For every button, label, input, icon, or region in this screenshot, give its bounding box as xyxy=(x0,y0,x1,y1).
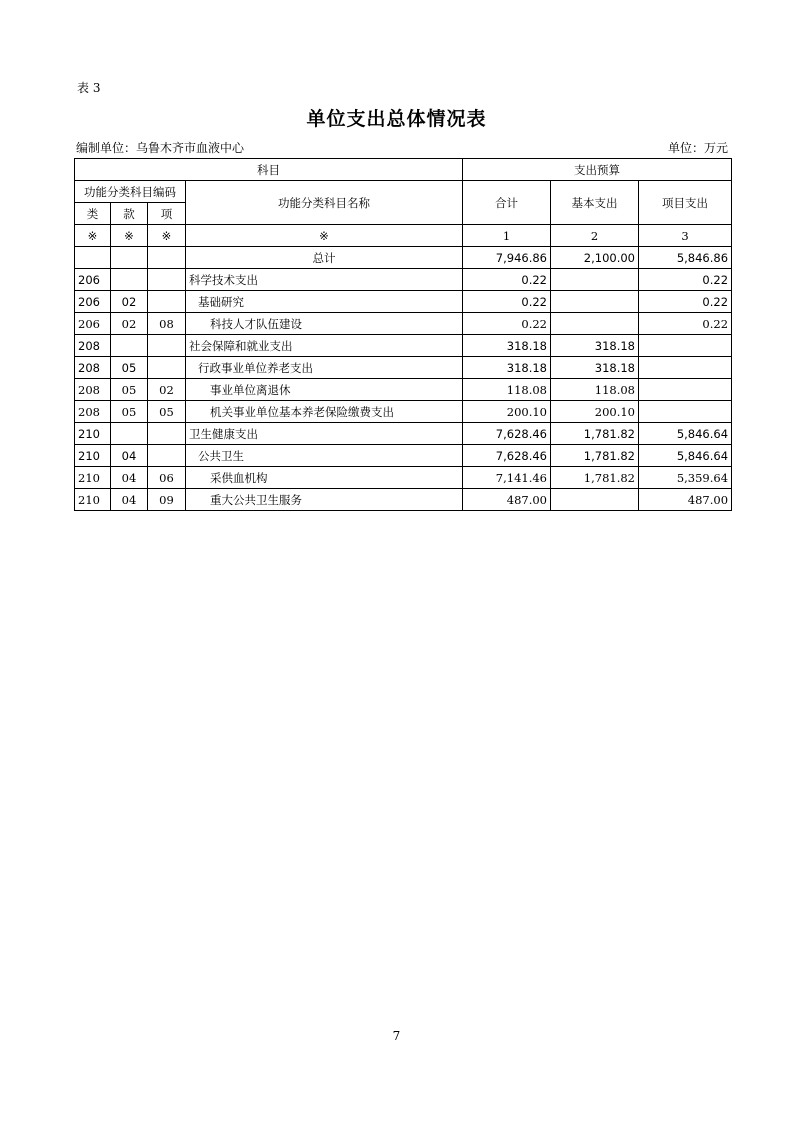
cell-name: 机关事业单位基本养老保险缴费支出 xyxy=(186,401,463,423)
cell-total: 487.00 xyxy=(463,489,551,511)
cell-xiang xyxy=(148,445,186,467)
cell-name: 基础研究 xyxy=(186,291,463,313)
header-basic: 基本支出 xyxy=(551,181,639,225)
cell-name: 科学技术支出 xyxy=(186,269,463,291)
cell-total: 7,628.46 xyxy=(463,423,551,445)
cell-lei: 210 xyxy=(75,423,111,445)
table-label: 表 3 xyxy=(77,81,101,95)
cell-kuan: 04 xyxy=(111,489,148,511)
table-row xyxy=(75,379,732,401)
cell-total: 0.22 xyxy=(463,313,551,335)
cell-lei: 206 xyxy=(75,313,111,335)
cell-xiang xyxy=(148,423,186,445)
total-xiang xyxy=(148,247,186,269)
cell-xiang: 08 xyxy=(148,313,186,335)
cell-kuan xyxy=(111,423,148,445)
total-project: 5,846.86 xyxy=(639,247,732,269)
table-row xyxy=(75,489,732,511)
header-row-2 xyxy=(75,181,732,203)
cell-basic xyxy=(551,489,639,511)
header-total: 合计 xyxy=(463,181,551,225)
cell-kuan: 02 xyxy=(111,313,148,335)
cell-lei: 206 xyxy=(75,291,111,313)
cell-name: 科技人才队伍建设 xyxy=(186,313,463,335)
cell-total: 7,141.46 xyxy=(463,467,551,489)
cell-kuan: 05 xyxy=(111,401,148,423)
cell-xiang: 05 xyxy=(148,401,186,423)
organization-label: 编制单位：乌鲁木齐市血液中心 xyxy=(76,141,245,155)
cell-total: 7,628.46 xyxy=(463,445,551,467)
header-row-4 xyxy=(75,225,732,247)
header-row-1 xyxy=(75,159,732,181)
total-row xyxy=(75,247,732,269)
cell-basic xyxy=(551,291,639,313)
cell-kuan xyxy=(111,269,148,291)
mark-name: ※ xyxy=(186,225,463,247)
cell-project: 487.00 xyxy=(639,489,732,511)
expenditure-table xyxy=(74,158,732,511)
header-xiang: 项 xyxy=(148,203,186,225)
cell-total: 0.22 xyxy=(463,269,551,291)
cell-lei: 208 xyxy=(75,357,111,379)
total-lei xyxy=(75,247,111,269)
cell-name: 采供血机构 xyxy=(186,467,463,489)
mark-kuan: ※ xyxy=(111,225,148,247)
cell-xiang: 02 xyxy=(148,379,186,401)
cell-name: 卫生健康支出 xyxy=(186,423,463,445)
cell-basic: 318.18 xyxy=(551,335,639,357)
cell-project: 5,359.64 xyxy=(639,467,732,489)
mark-xiang: ※ xyxy=(148,225,186,247)
cell-lei: 210 xyxy=(75,445,111,467)
cell-project xyxy=(639,379,732,401)
table-row xyxy=(75,445,732,467)
cell-total: 318.18 xyxy=(463,357,551,379)
col-num-3: 3 xyxy=(639,225,732,247)
cell-kuan: 04 xyxy=(111,467,148,489)
cell-total: 0.22 xyxy=(463,291,551,313)
cell-kuan xyxy=(111,335,148,357)
header-name: 功能分类科目名称 xyxy=(186,181,463,225)
cell-project: 0.22 xyxy=(639,313,732,335)
header-budget: 支出预算 xyxy=(463,159,732,181)
table-row xyxy=(75,335,732,357)
cell-name: 社会保障和就业支出 xyxy=(186,335,463,357)
cell-xiang xyxy=(148,291,186,313)
cell-kuan: 04 xyxy=(111,445,148,467)
cell-kuan: 05 xyxy=(111,379,148,401)
table-row xyxy=(75,423,732,445)
total-kuan xyxy=(111,247,148,269)
cell-project: 5,846.64 xyxy=(639,423,732,445)
total-basic: 2,100.00 xyxy=(551,247,639,269)
total-amount: 7,946.86 xyxy=(463,247,551,269)
cell-total: 318.18 xyxy=(463,335,551,357)
header-lei: 类 xyxy=(75,203,111,225)
table-row xyxy=(75,467,732,489)
cell-xiang: 06 xyxy=(148,467,186,489)
table-row xyxy=(75,401,732,423)
cell-kuan: 02 xyxy=(111,291,148,313)
cell-lei: 208 xyxy=(75,335,111,357)
cell-basic: 200.10 xyxy=(551,401,639,423)
cell-xiang xyxy=(148,335,186,357)
table-row xyxy=(75,269,732,291)
cell-xiang xyxy=(148,269,186,291)
cell-basic: 318.18 xyxy=(551,357,639,379)
cell-lei: 210 xyxy=(75,489,111,511)
cell-xiang xyxy=(148,357,186,379)
unit-label: 单位：万元 xyxy=(667,141,728,155)
cell-lei: 206 xyxy=(75,269,111,291)
header-subject: 科目 xyxy=(75,159,463,181)
mark-lei: ※ xyxy=(75,225,111,247)
page-number: 7 xyxy=(392,1029,401,1043)
cell-name: 重大公共卫生服务 xyxy=(186,489,463,511)
cell-project xyxy=(639,357,732,379)
cell-basic: 118.08 xyxy=(551,379,639,401)
cell-kuan: 05 xyxy=(111,357,148,379)
cell-name: 公共卫生 xyxy=(186,445,463,467)
cell-total: 200.10 xyxy=(463,401,551,423)
cell-basic: 1,781.82 xyxy=(551,467,639,489)
cell-project xyxy=(639,335,732,357)
cell-basic: 1,781.82 xyxy=(551,445,639,467)
cell-basic xyxy=(551,269,639,291)
header-project: 项目支出 xyxy=(639,181,732,225)
cell-total: 118.08 xyxy=(463,379,551,401)
table-row xyxy=(75,313,732,335)
cell-basic xyxy=(551,313,639,335)
cell-lei: 210 xyxy=(75,467,111,489)
col-num-1: 1 xyxy=(463,225,551,247)
cell-project: 0.22 xyxy=(639,291,732,313)
cell-lei: 208 xyxy=(75,401,111,423)
cell-project: 0.22 xyxy=(639,269,732,291)
header-code-group: 功能分类科目编码 xyxy=(75,181,186,203)
total-label: 总计 xyxy=(186,247,463,269)
cell-project: 5,846.64 xyxy=(639,445,732,467)
page-title: 单位支出总体情况表 xyxy=(306,108,487,130)
col-num-2: 2 xyxy=(551,225,639,247)
cell-name: 事业单位离退休 xyxy=(186,379,463,401)
cell-project xyxy=(639,401,732,423)
table-row xyxy=(75,357,732,379)
cell-lei: 208 xyxy=(75,379,111,401)
header-kuan: 款 xyxy=(111,203,148,225)
table-row xyxy=(75,291,732,313)
cell-xiang: 09 xyxy=(148,489,186,511)
cell-basic: 1,781.82 xyxy=(551,423,639,445)
cell-name: 行政事业单位养老支出 xyxy=(186,357,463,379)
